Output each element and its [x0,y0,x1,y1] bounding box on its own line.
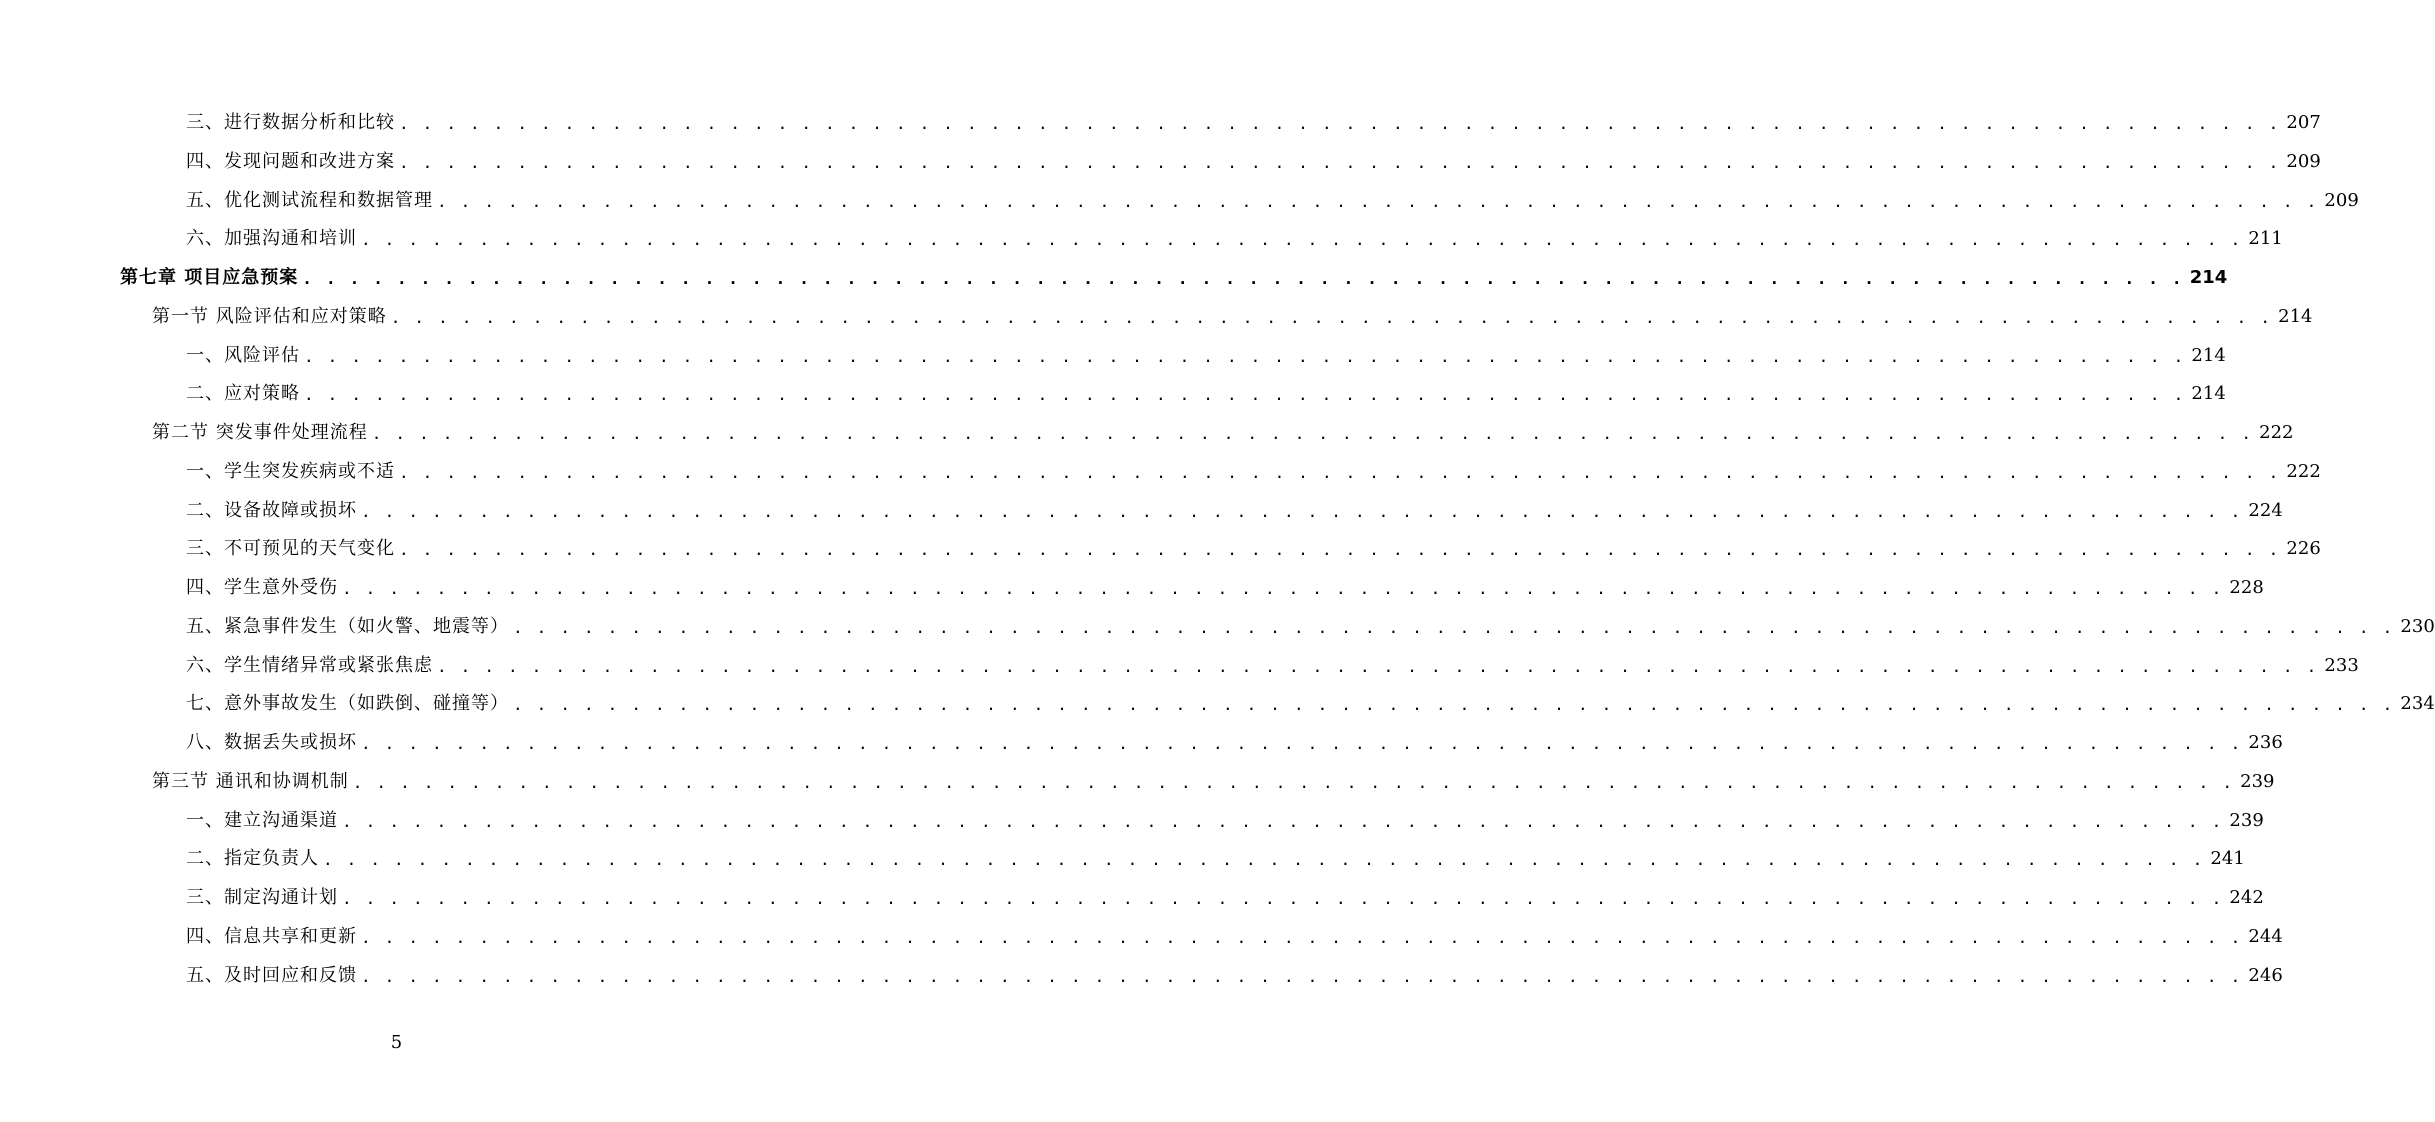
toc-entry-page: 207 [2286,112,2321,133]
toc-entry-page: 230 [2400,615,2435,637]
toc-dot-leader: . . . . . . . . . . . . . . . . . . . . . . . . . . . . . . . . . . . . . . . . . . . . . . . . . . . . . . . . . . . . . . . . . . . . . . . . . . . . . . . . [352,772,2235,792]
toc-entry[interactable] [186,182,2359,212]
toc-entry-title: 一、风险评估 [186,344,300,366]
toc-entry-page: 222 [2286,460,2321,482]
toc-entry-page: 242 [2229,887,2264,908]
toc-entry-title: 五、优化测试流程和数据管理 [186,189,433,211]
toc-dot-leader: . . . . . . . . . . . . . . . . . . . . . . . . . . . . . . . . . . . . . . . . . . . . . . . . . . . . . . . . . . . . . . . . . . . . . . . . . . . . . . . . [302,269,2184,288]
toc-entry[interactable] [186,685,2435,715]
toc-entry[interactable] [186,375,2226,405]
toc-dot-leader: . . . . . . . . . . . . . . . . . . . . . . . . . . . . . . . . . . . . . . . . . . . . . . . . . . . . . . . . . . . . . . . . . . . . . . . . . . . . . . . . [304,346,2186,366]
toc-entry-page: 214 [2191,344,2226,366]
toc-entry-title: 第二节 突发事件处理流程 [152,422,368,443]
toc-entry[interactable] [186,220,2283,250]
toc-entry[interactable] [186,879,2264,909]
toc-dot-leader: . . . . . . . . . . . . . . . . . . . . . . . . . . . . . . . . . . . . . . . . . . . . . . . . . . . . . . . . . . . . . . . . . . . . . . . . . . . . . . . . [361,927,2243,947]
toc-entry[interactable] [186,143,2321,173]
toc-entry[interactable] [186,918,2283,948]
toc-entry-page: 226 [2286,538,2321,560]
toc-entry[interactable] [152,414,2294,444]
toc-entry-title: 四、信息共享和更新 [186,925,357,947]
toc-entry[interactable] [186,530,2321,560]
toc-dot-leader: . . . . . . . . . . . . . . . . . . . . . . . . . . . . . . . . . . . . . . . . . . . . . . . . . . . . . . . . . . . . . . . . . . . . . . . . . . . . . . . . [342,579,2224,598]
toc-entry[interactable] [186,104,2321,134]
toc-dot-leader: . . . . . . . . . . . . . . . . . . . . . . . . . . . . . . . . . . . . . . . . . . . . . . . . . . . . . . . . . . . . . . . . . . . . . . . . . . . . . . . . [399,462,2281,482]
toc-entry-title: 六、加强沟通和培训 [186,228,357,250]
toc-entry-page: 214 [2191,383,2226,405]
toc-entry[interactable] [186,337,2226,367]
toc-entry-title: 一、建立沟通渠道 [186,809,338,831]
toc-entry-title: 三、进行数据分析和比较 [186,112,395,133]
toc-dot-leader: . . . . . . . . . . . . . . . . . . . . . . . . . . . . . . . . . . . . . . . . . . . . . . . . . . . . . . . . . . . . . . . . . . . . . . . . . . . . . . . . [399,540,2281,560]
toc-dot-leader: . . . . . . . . . . . . . . . . . . . . . . . . . . . . . . . . . . . . . . . . . . . . . . . . . . . . . . . . . . . . . . . . . . . . . . . . . . . . . . . . [437,191,2319,211]
toc-dot-leader: . . . . . . . . . . . . . . . . . . . . . . . . . . . . . . . . . . . . . . . . . . . . . . . . . . . . . . . . . . . . . . . . . . . . . . . . . . . . . . . . [437,656,2319,676]
toc-dot-leader: . . . . . . . . . . . . . . . . . . . . . . . . . . . . . . . . . . . . . . . . . . . . . . . . . . . . . . . . . . . . . . . . . . . . . . . . . . . . . . . . [342,889,2224,908]
toc-entry-page: 239 [2229,809,2264,831]
toc-entry-page: 214 [2278,305,2313,327]
toc-entry[interactable] [152,298,2313,328]
toc-entry-page: 224 [2248,499,2283,521]
toc-entry-title: 第一节 风险评估和应对策略 [152,305,387,327]
toc-entry-page: 214 [2189,267,2228,288]
toc-entry[interactable] [120,259,2228,289]
toc-entry-page: 209 [2286,150,2321,172]
toc-dot-leader: . . . . . . . . . . . . . . . . . . . . . . . . . . . . . . . . . . . . . . . . . . . . . . . . . . . . . . . . . . . . . . . . . . . . . . . . . . . . . . . . [361,230,2243,250]
toc-entry-page: 222 [2259,422,2294,443]
toc-entry[interactable] [152,763,2275,793]
toc-entry-page: 209 [2324,189,2359,211]
toc-entry-page: 234 [2400,693,2435,715]
toc-dot-leader: . . . . . . . . . . . . . . . . . . . . . . . . . . . . . . . . . . . . . . . . . . . . . . . . . . . . . . . . . . . . . . . . . . . . . . . . . . . . . . . . [342,811,2224,831]
toc-entry[interactable] [186,492,2283,522]
toc-entry-page: 246 [2248,964,2283,986]
toc-dot-leader: . . . . . . . . . . . . . . . . . . . . . . . . . . . . . . . . . . . . . . . . . . . . . . . . . . . . . . . . . . . . . . . . . . . . . . . . . . . . . . . . [304,385,2186,405]
toc-entry-title: 三、不可预见的天气变化 [186,538,395,560]
toc-entry[interactable] [186,724,2283,754]
toc-entry[interactable] [186,802,2264,832]
toc-dot-leader: . . . . . . . . . . . . . . . . . . . . . . . . . . . . . . . . . . . . . . . . . . . . . . . . . . . . . . . . . . . . . . . . . . . . . . . . . . . . . . . . [361,966,2243,986]
toc-entry[interactable] [186,608,2435,638]
toc-entry[interactable] [186,569,2264,599]
toc-entry[interactable] [186,840,2245,870]
toc-entry-title: 六、学生情绪异常或紧张焦虑 [186,654,433,676]
toc-entry-page: 244 [2248,925,2283,947]
toc-entry-title: 第七章 项目应急预案 [120,267,299,288]
toc-entry-page: 228 [2229,577,2264,598]
toc-entry-page: 239 [2240,770,2275,792]
toc-entry-title: 二、设备故障或损坏 [186,499,357,521]
toc-entry-title: 一、学生突发疾病或不适 [186,460,395,482]
page-number: 5 [390,1032,403,1053]
toc-entry-title: 七、意外事故发生（如跌倒、碰撞等） [186,693,509,715]
toc-entry[interactable] [186,957,2283,987]
toc-dot-leader: . . . . . . . . . . . . . . . . . . . . . . . . . . . . . . . . . . . . . . . . . . . . . . . . . . . . . . . . . . . . . . . . . . . . . . . . . . . . . . . . [399,152,2281,172]
toc-entry-title: 三、制定沟通计划 [186,887,338,908]
toc-entry-page: 233 [2324,654,2359,676]
toc-dot-leader: . . . . . . . . . . . . . . . . . . . . . . . . . . . . . . . . . . . . . . . . . . . . . . . . . . . . . . . . . . . . . . . . . . . . . . . . . . . . . . . . [513,695,2395,715]
toc-dot-leader: . . . . . . . . . . . . . . . . . . . . . . . . . . . . . . . . . . . . . . . . . . . . . . . . . . . . . . . . . . . . . . . . . . . . . . . . . . . . . . . . [399,114,2281,133]
toc-entry-title: 二、指定负责人 [186,848,319,870]
toc-entry-title: 第三节 通讯和协调机制 [152,770,349,792]
toc-dot-leader: . . . . . . . . . . . . . . . . . . . . . . . . . . . . . . . . . . . . . . . . . . . . . . . . . . . . . . . . . . . . . . . . . . . . . . . . . . . . . . . . [513,617,2395,637]
toc-dot-leader: . . . . . . . . . . . . . . . . . . . . . . . . . . . . . . . . . . . . . . . . . . . . . . . . . . . . . . . . . . . . . . . . . . . . . . . . . . . . . . . . [323,850,2205,870]
toc-entry-title: 八、数据丢失或损坏 [186,732,357,753]
toc-entry-title: 四、学生意外受伤 [186,577,338,598]
toc-entry-page: 236 [2248,732,2283,753]
toc-dot-leader: . . . . . . . . . . . . . . . . . . . . . . . . . . . . . . . . . . . . . . . . . . . . . . . . . . . . . . . . . . . . . . . . . . . . . . . . . . . . . . . . [390,307,2273,327]
toc-entry[interactable] [186,453,2321,483]
toc-dot-leader: . . . . . . . . . . . . . . . . . . . . . . . . . . . . . . . . . . . . . . . . . . . . . . . . . . . . . . . . . . . . . . . . . . . . . . . . . . . . . . . . [361,501,2243,521]
toc-entry[interactable] [186,647,2359,677]
toc-entry-title: 四、发现问题和改进方案 [186,150,395,172]
toc-entry-title: 二、应对策略 [186,383,300,405]
toc-entry-title: 五、紧急事件发生（如火警、地震等） [186,615,509,637]
toc-entry-page: 211 [2248,228,2283,250]
toc-dot-leader: . . . . . . . . . . . . . . . . . . . . . . . . . . . . . . . . . . . . . . . . . . . . . . . . . . . . . . . . . . . . . . . . . . . . . . . . . . . . . . . . [371,424,2254,443]
toc-entry-title: 五、及时回应和反馈 [186,964,357,986]
toc-dot-leader: . . . . . . . . . . . . . . . . . . . . . . . . . . . . . . . . . . . . . . . . . . . . . . . . . . . . . . . . . . . . . . . . . . . . . . . . . . . . . . . . [361,734,2243,753]
toc-entry-page: 241 [2210,848,2245,870]
